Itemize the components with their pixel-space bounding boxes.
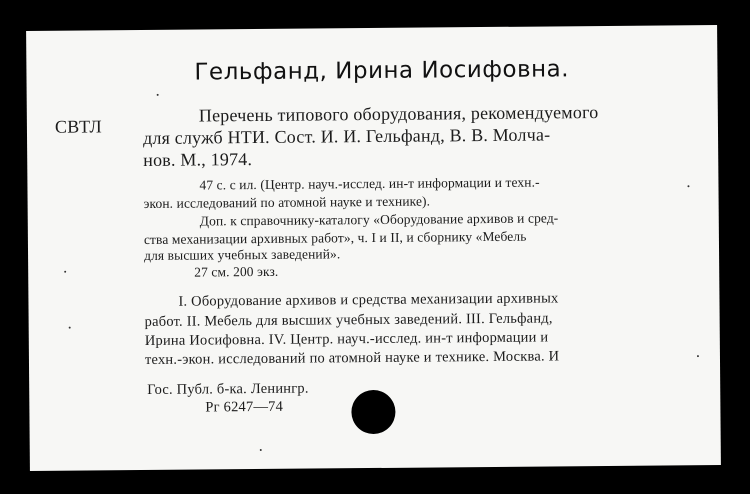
tracings-line-2: работ. II. Мебель для высших учебных заведений. III. Гельфанд,: [144, 310, 553, 330]
tracings-line-4: техн.-экон. исследований по атомной науке и технике. Москва. И: [144, 348, 560, 368]
scan-speck: [69, 327, 71, 329]
punch-hole: [351, 390, 395, 434]
description-line-2: экон. исследований по атомной науке и технике).: [143, 193, 431, 212]
description-line-5: для высших учебных заведений».: [143, 246, 341, 264]
call-number: СВТЛ: [54, 116, 102, 137]
library-stamp-line-1: Гос. Публ. б-ка. Ленингр.: [147, 380, 309, 398]
catalog-card: [26, 25, 721, 471]
description-line-3: Доп. к справочнику-каталогу «Оборудование архивов и сред-: [199, 210, 559, 229]
scan-speck: [260, 449, 262, 451]
tracings-line-1: I. Оборудование архивов и средства механизации архивных: [178, 290, 559, 310]
author-heading-handwritten: Гельфанд, Ирина Иосифовна.: [194, 56, 570, 86]
description-line-6: 27 см. 200 экз.: [194, 263, 279, 280]
title-line-2: для служб НТИ. Сост. И. И. Гельфанд, В. В. Молча-: [142, 124, 551, 149]
scan-speck: [157, 94, 159, 96]
description-line-1: 47 с. с ил. (Центр. науч.-исслед. ин-т информации и техн.-: [199, 174, 540, 193]
title-line-3: нов. М., 1974.: [143, 149, 253, 171]
scan-speck: [64, 271, 66, 273]
scan-speck: [687, 185, 689, 187]
description-line-4: ства механизации архивных работ», ч. I и II, и сборнику «Мебель: [143, 228, 527, 248]
title-line-1: Перечень типового оборудования, рекомендуемого: [198, 102, 599, 126]
tracings-line-3: Ирина Иосифовна. IV. Центр. науч.-исслед. ин-т информации и: [144, 329, 549, 349]
library-stamp-line-2: Рг 6247—74: [205, 398, 284, 416]
scan-speck: [697, 355, 699, 357]
